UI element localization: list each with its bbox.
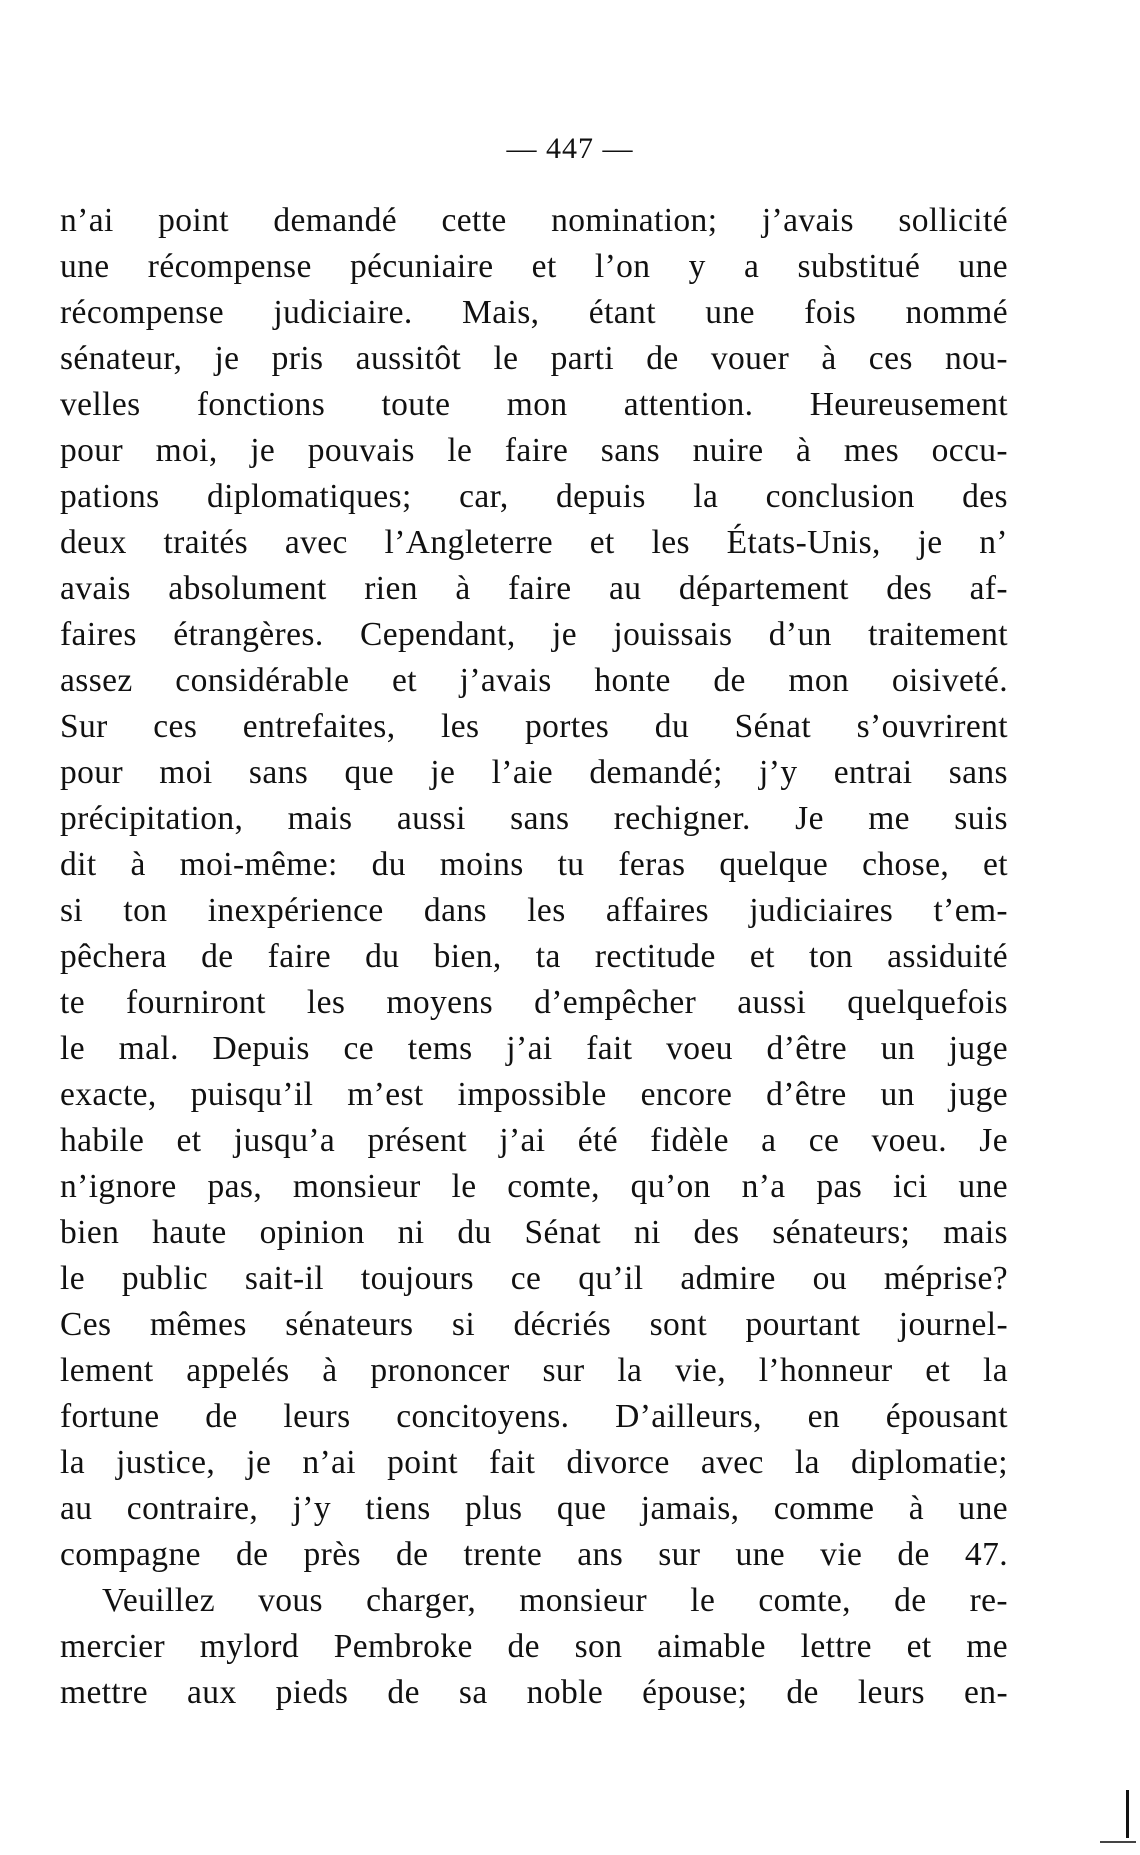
text-line: le public sait-il toujours ce qu’il admire ou méprise? [60,1260,1008,1297]
text-line: lement appelés à prononcer sur la vie, l’honneur et la [60,1352,1008,1389]
text-line: Sur ces entrefaites, les portes du Sénat s’ouvrirent [60,708,1008,745]
margin-mark [1126,1790,1129,1838]
text-line: pêchera de faire du bien, ta rectitude et ton assiduité [60,938,1008,975]
text-line: précipitation, mais aussi sans rechigner. Je me suis [60,800,1008,837]
text-line: fortune de leurs concitoyens. D’ailleurs, en épousant [60,1398,1008,1435]
text-line: bien haute opinion ni du Sénat ni des sénateurs; mais [60,1214,1008,1251]
text-line: mettre aux pieds de sa noble épouse; de leurs en- [60,1674,1008,1711]
text-line: pour moi sans que je l’aie demandé; j’y entrai sans [60,754,1008,791]
text-line: n’ai point demandé cette nomination; j’avais sollicité [60,202,1008,239]
text-line: habile et jusqu’a présent j’ai été fidèle a ce voeu. Je [60,1122,1008,1159]
text-line: te fourniront les moyens d’empêcher aussi quelquefois [60,984,1008,1021]
text-line: au contraire, j’y tiens plus que jamais, comme à une [60,1490,1008,1527]
text-line: pour moi, je pouvais le faire sans nuire à mes occu- [60,432,1008,469]
paragraph-first-line: Veuillez vous charger, monsieur le comte, de re- [102,1582,1008,1619]
text-line: mercier mylord Pembroke de son aimable lettre et me [60,1628,1008,1665]
text-line: sénateur, je pris aussitôt le parti de vouer à ces nou- [60,340,1008,377]
text-line: avais absolument rien à faire au département des af- [60,570,1008,607]
text-line: deux traités avec l’Angleterre et les États-Unis, je n’ [60,524,1008,561]
margin-rule [1100,1841,1136,1843]
page-text [60,198,1008,1716]
text-line: pations diplomatiques; car, depuis la conclusion des [60,478,1008,515]
text-line: Ces mêmes sénateurs si décriés sont pourtant journel- [60,1306,1008,1343]
text-line: la justice, je n’ai point fait divorce avec la diplomatie; [60,1444,1008,1481]
text-line: velles fonctions toute mon attention. Heureusement [60,386,1008,423]
text-line: le mal. Depuis ce tems j’ai fait voeu d’être un juge [60,1030,1008,1067]
text-line: une récompense pécuniaire et l’on y a substitué une [60,248,1008,285]
text-line: dit à moi-même: du moins tu feras quelque chose, et [60,846,1008,883]
text-line: faires étrangères. Cependant, je jouissais d’un traitement [60,616,1008,653]
text-line: exacte, puisqu’il m’est impossible encore d’être un juge [60,1076,1008,1113]
text-line: assez considérable et j’avais honte de mon oisiveté. [60,662,1008,699]
page-number: — 447 — [506,132,634,165]
text-line: si ton inexpérience dans les affaires judiciaires t’em- [60,892,1008,929]
text-line: n’ignore pas, monsieur le comte, qu’on n’a pas ici une [60,1168,1008,1205]
text-line: récompense judiciaire. Mais, étant une fois nommé [60,294,1008,331]
text-line: compagne de près de trente ans sur une vie de 47. [60,1536,1008,1573]
